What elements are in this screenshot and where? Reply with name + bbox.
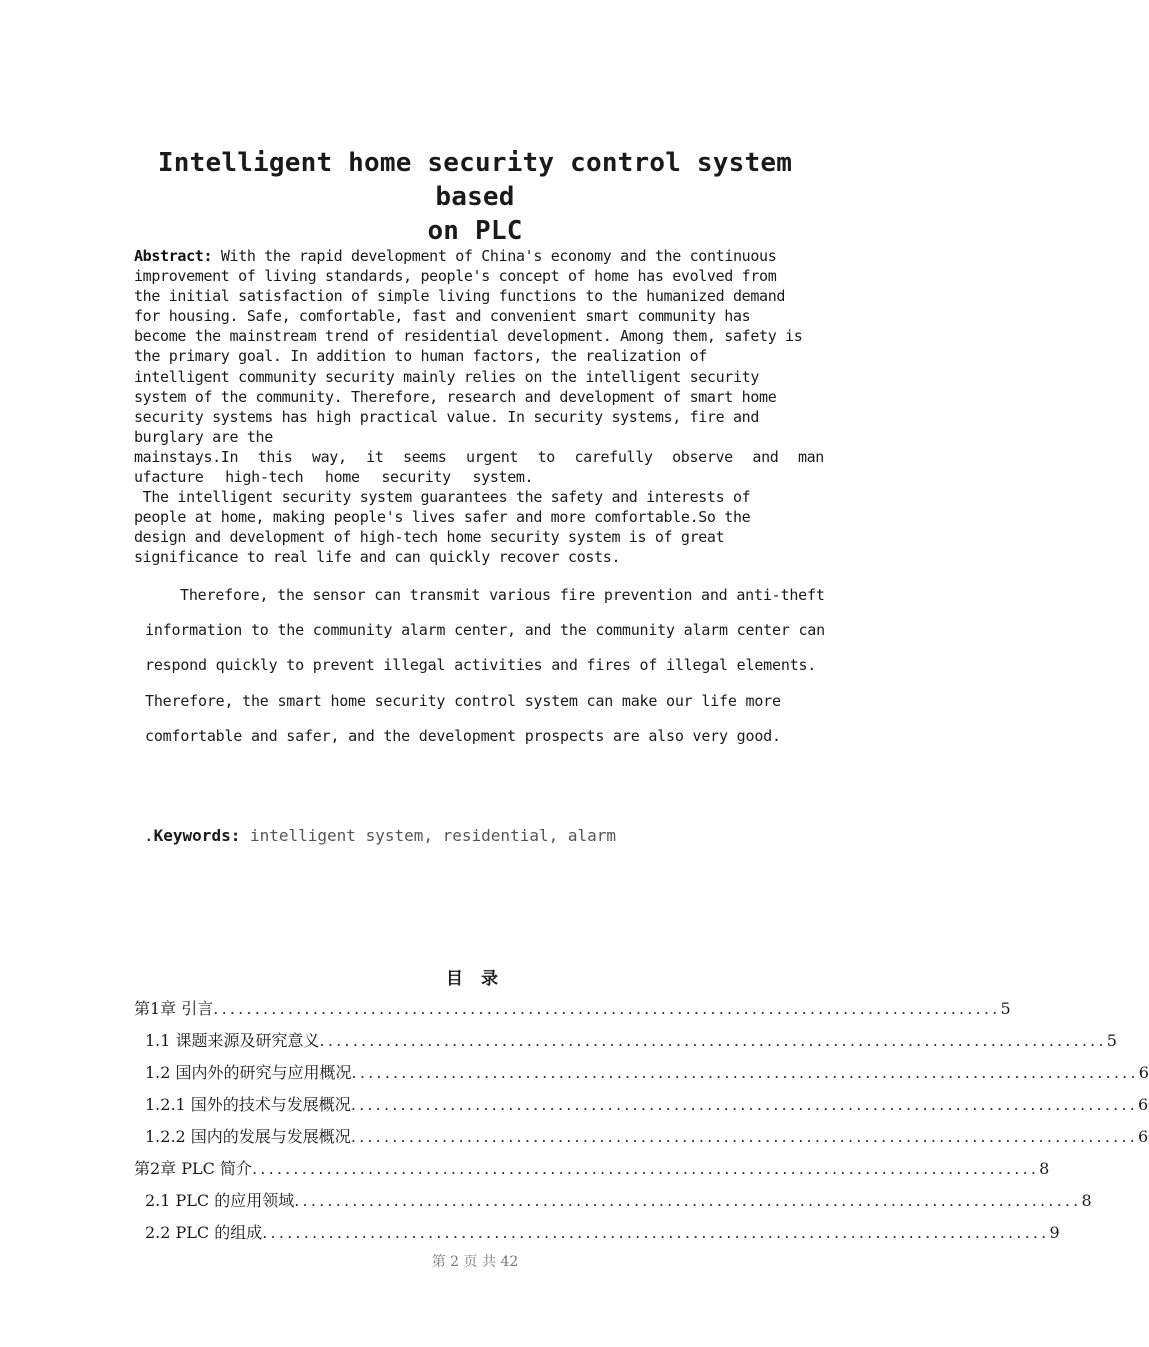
title-line-1: Intelligent home security control system based xyxy=(157,148,793,212)
toc-leader: ............................................................................................... xyxy=(319,1031,1107,1050)
abstract-line: Abstract: With the rapid development of China's economy and the continuous xyxy=(134,247,777,265)
toc-leader: ............................................................................................... xyxy=(262,1223,1050,1242)
toc-entry[interactable] xyxy=(145,1188,1092,1210)
abstract-line: improvement of living standards, people's concept of home has evolved from xyxy=(134,267,777,286)
toc-leader: ............................................................................................... xyxy=(351,1063,1139,1082)
toc-entry[interactable] xyxy=(134,1156,1050,1178)
abstract-line: the initial satisfaction of simple living functions to the humanized demand xyxy=(134,287,786,306)
abstract-line: people at home, making people's lives safer and more comfortable.So the xyxy=(134,508,751,527)
document-title xyxy=(120,146,830,248)
toc-entry-page: 6 xyxy=(1138,1063,1149,1082)
abstract-block xyxy=(134,246,824,568)
toc-entry-title: 1.2 国内外的研究与应用概况 xyxy=(145,1063,352,1082)
toc-leader: ............................................................................................... xyxy=(350,1095,1138,1114)
toc-title: 目 录 xyxy=(446,969,504,989)
toc-entry-title: 1.1 课题来源及研究意义 xyxy=(145,1031,320,1050)
toc-entry-title: 2.1 PLC 的应用领域 xyxy=(145,1191,295,1210)
abstract-line: mainstays.In this way, it seems urgent to carefully observe and man xyxy=(134,447,824,466)
toc-leader: ............................................................................................... xyxy=(350,1127,1138,1146)
toc-entry-title: 第1章 引言 xyxy=(134,999,214,1018)
abstract-line: become the mainstream trend of residential development. Among them, safety is xyxy=(134,327,803,346)
abstract-line: design and development of high-tech home security system is of great xyxy=(134,528,725,547)
paragraph-text: Therefore, the sensor can transmit various fire prevention and anti-theft information to the community alarm center, and the community alarm center can respond quickly to prevent illegal activities and fires of illegal elements. Therefore, the smart home security control system can make our life more comfortable and safer, and the development prospects are also very good. xyxy=(145,586,825,745)
abstract-line: for housing. Safe, comfortable, fast and convenient smart community has xyxy=(134,307,751,326)
toc-entry-page: 8 xyxy=(1081,1191,1092,1210)
abstract-line: system of the community. Therefore, research and development of smart home xyxy=(134,387,777,406)
toc-entry-page: 6 xyxy=(1137,1095,1149,1114)
toc-entry-title: 2.2 PLC 的组成 xyxy=(145,1223,263,1242)
toc-entry-page: 9 xyxy=(1049,1223,1060,1242)
toc-leader: ............................................................................................... xyxy=(252,1159,1040,1178)
toc-entry[interactable] xyxy=(134,996,1011,1018)
toc-entry[interactable] xyxy=(145,1060,1149,1082)
toc-entry-page: 5 xyxy=(1106,1031,1117,1050)
abstract-line: significance to real life and can quickly recover costs. xyxy=(134,548,621,567)
toc-leader: ............................................................................................... xyxy=(294,1191,1082,1210)
abstract-line: security systems has high practical value. In security systems, fire and xyxy=(134,407,760,426)
abstract-line: intelligent community security mainly relies on the intelligent security xyxy=(134,367,760,386)
toc-entry-page: 5 xyxy=(1000,999,1011,1018)
keywords-value: intelligent system, residential, alarm xyxy=(240,826,617,845)
toc-entry-page: 6 xyxy=(1137,1127,1149,1146)
abstract-label: Abstract: xyxy=(134,247,213,265)
keywords-label: Keywords: xyxy=(153,826,241,845)
toc-entry[interactable] xyxy=(145,1092,1149,1114)
toc-entry[interactable] xyxy=(145,1220,1060,1242)
toc-entry[interactable] xyxy=(145,1028,1117,1050)
toc-entry-title: 1.2.2 国内的发展与发展概况 xyxy=(145,1127,351,1146)
keywords-line xyxy=(144,825,616,847)
toc-entry-page: 8 xyxy=(1039,1159,1050,1178)
toc-entry-title: 第2章 PLC 简介 xyxy=(134,1159,252,1178)
abstract-line: The intelligent security system guarantees the safety and interests of xyxy=(134,488,751,507)
toc-entry[interactable] xyxy=(145,1124,1149,1146)
abstract-line: ufacture high-tech home security system. xyxy=(134,468,534,487)
toc-leader: ............................................................................................... xyxy=(213,999,1001,1018)
keywords-prefix: . xyxy=(144,826,154,845)
abstract-line: burglary are the xyxy=(134,427,273,446)
body-paragraph xyxy=(145,578,825,754)
abstract-line: the primary goal. In addition to human factors, the realization of xyxy=(134,347,707,366)
title-line-2: on PLC xyxy=(427,216,523,246)
toc-entry-title: 1.2.1 国外的技术与发展概况 xyxy=(145,1095,351,1114)
page-footer: 第 2 页 共 42 xyxy=(431,1254,519,1270)
